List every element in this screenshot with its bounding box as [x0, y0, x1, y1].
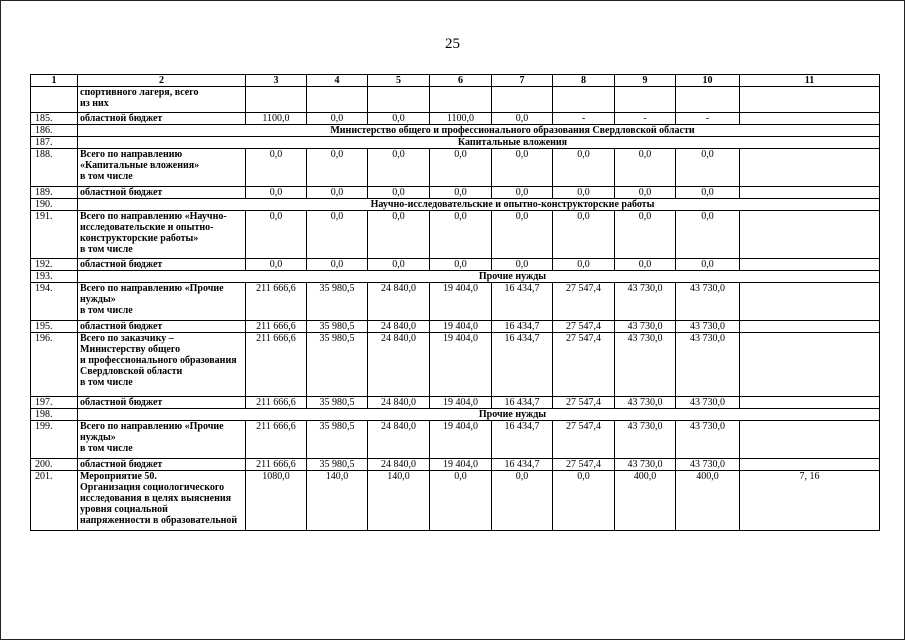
value-cell: 400,0 [615, 471, 676, 531]
value-cell [430, 87, 492, 113]
row-description: областной бюджет [78, 187, 246, 199]
value-cell: 0,0 [246, 187, 307, 199]
note-cell [740, 187, 880, 199]
value-cell: 0,0 [492, 187, 553, 199]
section-title: Капитальные вложения [78, 137, 880, 149]
page-number: 25 [445, 36, 460, 52]
value-cell: 16 434,7 [492, 397, 553, 409]
table-row [31, 471, 880, 531]
value-cell: 19 404,0 [430, 321, 492, 333]
value-cell: 0,0 [430, 471, 492, 531]
value-cell: 0,0 [307, 187, 368, 199]
value-cell: 35 980,5 [307, 397, 368, 409]
value-cell: 0,0 [430, 149, 492, 187]
value-cell: 19 404,0 [430, 397, 492, 409]
value-cell: 24 840,0 [368, 321, 430, 333]
row-number: 191. [31, 211, 78, 259]
value-cell: 19 404,0 [430, 283, 492, 321]
value-cell [368, 87, 430, 113]
value-cell: 0,0 [246, 211, 307, 259]
value-cell: 0,0 [553, 149, 615, 187]
row-number: 189. [31, 187, 78, 199]
row-description: спортивного лагеря, всего из них [78, 87, 246, 113]
column-header: 11 [740, 75, 880, 87]
row-description: областной бюджет [78, 113, 246, 125]
value-cell: 35 980,5 [307, 321, 368, 333]
value-cell: 0,0 [492, 149, 553, 187]
value-cell [676, 87, 740, 113]
table-body [31, 75, 880, 531]
row-description: областной бюджет [78, 321, 246, 333]
value-cell: 24 840,0 [368, 333, 430, 397]
value-cell: 27 547,4 [553, 397, 615, 409]
section-row [31, 137, 880, 149]
section-row [31, 271, 880, 283]
value-cell: 0,0 [553, 211, 615, 259]
value-cell: 0,0 [368, 211, 430, 259]
row-description: областной бюджет [78, 259, 246, 271]
table-row [31, 333, 880, 397]
value-cell: 0,0 [430, 211, 492, 259]
note-cell [740, 211, 880, 259]
value-cell: 43 730,0 [676, 333, 740, 397]
value-cell [492, 87, 553, 113]
value-cell: 0,0 [430, 187, 492, 199]
value-cell: 19 404,0 [430, 421, 492, 459]
row-number: 198. [31, 409, 78, 421]
value-cell: 43 730,0 [615, 283, 676, 321]
column-header: 5 [368, 75, 430, 87]
value-cell: 43 730,0 [676, 397, 740, 409]
value-cell: 19 404,0 [430, 333, 492, 397]
row-number: 188. [31, 149, 78, 187]
value-cell: 16 434,7 [492, 321, 553, 333]
value-cell: 400,0 [676, 471, 740, 531]
value-cell: 211 666,6 [246, 321, 307, 333]
column-header: 1 [31, 75, 78, 87]
value-cell: 43 730,0 [676, 321, 740, 333]
table-row [31, 187, 880, 199]
value-cell: 27 547,4 [553, 459, 615, 471]
value-cell: 0,0 [553, 471, 615, 531]
value-cell: 35 980,5 [307, 333, 368, 397]
value-cell: - [676, 113, 740, 125]
value-cell: 43 730,0 [615, 333, 676, 397]
value-cell: 0,0 [492, 471, 553, 531]
value-cell: 0,0 [307, 113, 368, 125]
value-cell: 43 730,0 [615, 459, 676, 471]
value-cell: 0,0 [492, 113, 553, 125]
section-row [31, 409, 880, 421]
value-cell: 35 980,5 [307, 283, 368, 321]
value-cell: 140,0 [307, 471, 368, 531]
table-row [31, 459, 880, 471]
row-number: 197. [31, 397, 78, 409]
value-cell: 27 547,4 [553, 333, 615, 397]
value-cell: 0,0 [246, 259, 307, 271]
value-cell: 43 730,0 [615, 321, 676, 333]
note-cell [740, 321, 880, 333]
row-number: 196. [31, 333, 78, 397]
value-cell: 1080,0 [246, 471, 307, 531]
section-title: Научно-исследовательские и опытно-конструкторские работы [78, 199, 880, 211]
value-cell: 1100,0 [246, 113, 307, 125]
section-title: Министерство общего и профессионального образования Свердловской области [78, 125, 880, 137]
row-number: 187. [31, 137, 78, 149]
row-number [31, 87, 78, 113]
column-header: 10 [676, 75, 740, 87]
value-cell [246, 87, 307, 113]
value-cell: 27 547,4 [553, 283, 615, 321]
value-cell: 0,0 [676, 149, 740, 187]
value-cell: 24 840,0 [368, 459, 430, 471]
value-cell: 0,0 [246, 149, 307, 187]
row-description: Всего по направлению «Прочие нужды» в том числе [78, 421, 246, 459]
value-cell: - [615, 113, 676, 125]
row-number: 193. [31, 271, 78, 283]
section-title: Прочие нужды [78, 409, 880, 421]
value-cell: 0,0 [307, 149, 368, 187]
column-header: 8 [553, 75, 615, 87]
column-header: 7 [492, 75, 553, 87]
value-cell: 0,0 [368, 113, 430, 125]
value-cell: 0,0 [307, 259, 368, 271]
value-cell: 27 547,4 [553, 421, 615, 459]
table-row [31, 397, 880, 409]
row-description: Мероприятие 50. Организация социологического исследования в целях выяснения уровня социальной напряженности в образовательной [78, 471, 246, 531]
row-description: областной бюджет [78, 459, 246, 471]
note-cell [740, 421, 880, 459]
row-number: 199. [31, 421, 78, 459]
table-row [31, 149, 880, 187]
value-cell: 0,0 [553, 259, 615, 271]
value-cell: 0,0 [615, 211, 676, 259]
value-cell: 211 666,6 [246, 333, 307, 397]
value-cell: 16 434,7 [492, 459, 553, 471]
row-description: Всего по заказчику – Министерству общего и профессионального образования Свердловской области в том числе [78, 333, 246, 397]
value-cell: 16 434,7 [492, 421, 553, 459]
value-cell: 16 434,7 [492, 333, 553, 397]
value-cell: 0,0 [492, 211, 553, 259]
value-cell: 43 730,0 [676, 421, 740, 459]
value-cell: 0,0 [615, 149, 676, 187]
value-cell: 0,0 [307, 211, 368, 259]
value-cell: 0,0 [430, 259, 492, 271]
table-row [31, 211, 880, 259]
note-cell [740, 459, 880, 471]
table-row [31, 259, 880, 271]
header-row [31, 75, 880, 87]
value-cell: 24 840,0 [368, 397, 430, 409]
value-cell: 0,0 [368, 149, 430, 187]
value-cell: 0,0 [492, 259, 553, 271]
value-cell: 211 666,6 [246, 459, 307, 471]
value-cell: 211 666,6 [246, 397, 307, 409]
value-cell: 43 730,0 [676, 459, 740, 471]
value-cell: 27 547,4 [553, 321, 615, 333]
value-cell: 0,0 [676, 259, 740, 271]
row-number: 201. [31, 471, 78, 531]
budget-table [30, 74, 880, 531]
value-cell: 0,0 [368, 259, 430, 271]
row-number: 200. [31, 459, 78, 471]
note-cell [740, 283, 880, 321]
value-cell: 1100,0 [430, 113, 492, 125]
value-cell: 0,0 [615, 187, 676, 199]
value-cell [553, 87, 615, 113]
table-row [31, 113, 880, 125]
value-cell: - [553, 113, 615, 125]
value-cell: 140,0 [368, 471, 430, 531]
value-cell: 0,0 [676, 211, 740, 259]
note-cell [740, 333, 880, 397]
column-header: 3 [246, 75, 307, 87]
value-cell: 16 434,7 [492, 283, 553, 321]
value-cell: 43 730,0 [676, 283, 740, 321]
row-number: 190. [31, 199, 78, 211]
row-number: 194. [31, 283, 78, 321]
value-cell: 35 980,5 [307, 459, 368, 471]
row-number: 192. [31, 259, 78, 271]
value-cell [615, 87, 676, 113]
note-cell [740, 87, 880, 113]
value-cell: 43 730,0 [615, 421, 676, 459]
value-cell: 0,0 [615, 259, 676, 271]
row-description: областной бюджет [78, 397, 246, 409]
value-cell: 0,0 [368, 187, 430, 199]
column-header: 2 [78, 75, 246, 87]
value-cell: 0,0 [553, 187, 615, 199]
section-row [31, 199, 880, 211]
note-cell [740, 113, 880, 125]
table-row [31, 87, 880, 113]
row-number: 186. [31, 125, 78, 137]
value-cell: 19 404,0 [430, 459, 492, 471]
value-cell: 211 666,6 [246, 283, 307, 321]
row-description: Всего по направлению «Научно- исследовательские и опытно- конструкторские работы» в том числе [78, 211, 246, 259]
section-row [31, 125, 880, 137]
note-cell [740, 259, 880, 271]
table-row [31, 283, 880, 321]
value-cell: 24 840,0 [368, 421, 430, 459]
value-cell: 0,0 [676, 187, 740, 199]
note-cell [740, 397, 880, 409]
value-cell: 24 840,0 [368, 283, 430, 321]
value-cell: 211 666,6 [246, 421, 307, 459]
table-row [31, 421, 880, 459]
row-description: Всего по направлению «Прочие нужды» в том числе [78, 283, 246, 321]
section-title: Прочие нужды [78, 271, 880, 283]
column-header: 4 [307, 75, 368, 87]
value-cell [307, 87, 368, 113]
note-cell: 7, 16 [740, 471, 880, 531]
row-number: 185. [31, 113, 78, 125]
row-description: Всего по направлению «Капитальные вложения» в том числе [78, 149, 246, 187]
value-cell: 35 980,5 [307, 421, 368, 459]
value-cell: 43 730,0 [615, 397, 676, 409]
row-number: 195. [31, 321, 78, 333]
column-header: 9 [615, 75, 676, 87]
column-header: 6 [430, 75, 492, 87]
table-row [31, 321, 880, 333]
note-cell [740, 149, 880, 187]
